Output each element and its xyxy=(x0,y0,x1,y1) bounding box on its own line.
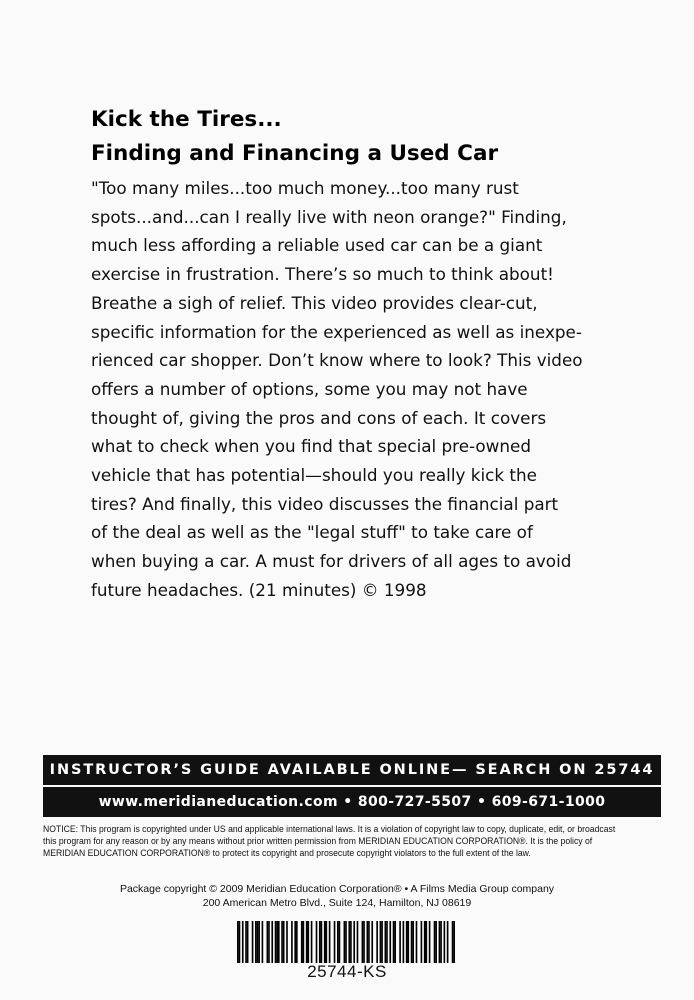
barcode-bar xyxy=(453,921,455,963)
barcode-bar xyxy=(452,921,454,963)
barcode xyxy=(237,921,455,963)
title-line-1: Kick the Tires... xyxy=(91,107,282,132)
description-line: specific information for the experienced as well as inexpe- xyxy=(91,321,582,342)
barcode-bar xyxy=(357,921,359,963)
description-line: Breathe a sigh of relief. This video provides clear-cut, xyxy=(91,292,538,313)
barcode-bar xyxy=(324,921,326,963)
barcode-bar xyxy=(329,921,331,963)
description-line: vehicle that has potential—should you really kick the xyxy=(91,465,537,486)
barcode-bar xyxy=(262,921,264,963)
description-line: spots...and...can I really live with neon orange?" Finding, xyxy=(91,206,567,227)
barcode-bar xyxy=(296,921,298,963)
notice-line: NOTICE: This program is copyrighted under US and applicable international laws. It is a violation of copyright law to copy, duplicate, edit, or broadcast xyxy=(43,824,616,835)
instructor-guide-banner: INSTRUCTOR’S GUIDE AVAILABLE ONLINE— SEARCH ON 25744 xyxy=(43,755,661,785)
contact-banner: www.meridianeducation.com • 800-727-5507 • 609-671-1000 xyxy=(43,787,661,817)
publisher-address: 200 American Metro Blvd., Suite 124, Hamilton, NJ 08619 xyxy=(202,897,472,909)
description-line: of the deal as well as the "legal stuff" to take care of xyxy=(91,522,533,543)
barcode-bar xyxy=(294,921,296,963)
barcode-bar xyxy=(389,921,391,963)
barcode-bar xyxy=(380,921,382,963)
barcode-bar xyxy=(385,921,387,963)
barcode-bar xyxy=(348,921,350,963)
barcode-bar xyxy=(245,921,247,963)
barcode-bar xyxy=(381,921,383,963)
barcode-bar xyxy=(440,921,442,963)
barcode-bar xyxy=(268,921,270,963)
barcode-bar xyxy=(275,921,277,963)
barcode-bar xyxy=(258,921,260,963)
barcode-bar xyxy=(237,921,239,963)
barcode-bar xyxy=(334,921,336,963)
barcode-bar xyxy=(434,921,436,963)
barcode-bar xyxy=(281,921,283,963)
barcode-bar xyxy=(311,921,313,963)
barcode-bar xyxy=(444,921,446,963)
package-copyright: Package copyright © 2009 Meridian Education Corporation® • A Films Media Group company xyxy=(119,883,555,895)
description-line: future headaches. (21 minutes) © 1998 xyxy=(91,579,427,600)
barcode-bar xyxy=(439,921,441,963)
barcode-bar xyxy=(435,921,437,963)
barcode-bar xyxy=(301,921,303,963)
notice-line: MERIDIAN EDUCATION CORPORATION® to protect its copyright and prosecute copyright violators to the full extent of the law. xyxy=(43,848,531,859)
barcode-bar xyxy=(412,921,414,963)
description-line: much less affording a reliable used car can be a giant xyxy=(91,235,543,256)
barcode-bar xyxy=(337,921,339,963)
barcode-bar xyxy=(386,921,388,963)
barcode-bar xyxy=(416,921,418,963)
notice-line: this program for any reason or by any means without prior written permission from MERIDIAN EDUCATION CORPORATION®. It is the policy of xyxy=(43,836,593,847)
barcode-bar xyxy=(344,921,346,963)
description xyxy=(91,174,631,605)
barcode-bar xyxy=(255,921,257,963)
barcode-bar xyxy=(326,921,328,963)
barcode-bar xyxy=(278,921,280,963)
barcode-bar xyxy=(242,921,244,963)
description-line: exercise in frustration. There’s so much to think about! xyxy=(91,264,554,285)
barcode-bar xyxy=(316,921,318,963)
barcode-bar xyxy=(319,921,321,963)
barcode-bar xyxy=(376,921,378,963)
barcode-bar xyxy=(350,921,352,963)
barcode-bar xyxy=(239,921,241,963)
barcode-bar xyxy=(247,921,249,963)
barcode-bar xyxy=(257,921,259,963)
description-line: thought of, giving the pros and cons of each. It covers xyxy=(91,407,547,428)
barcode-bar xyxy=(366,921,368,963)
barcode-bar xyxy=(447,921,449,963)
title-line-2: Finding and Financing a Used Car xyxy=(91,141,499,166)
barcode-bar xyxy=(429,921,431,963)
barcode-bar xyxy=(407,921,409,963)
description-line: "Too many miles...too much money...too many rust xyxy=(91,178,519,198)
barcode-bar xyxy=(321,921,323,963)
description-line: when buying a car. A must for drivers of all ages to avoid xyxy=(91,551,572,572)
barcode-bar xyxy=(276,921,278,963)
copyright-notice xyxy=(43,824,662,860)
barcode-bar xyxy=(283,921,285,963)
barcode-bar xyxy=(424,921,426,963)
barcode-number: 25744-KS xyxy=(307,962,387,981)
barcode-bar xyxy=(362,921,364,963)
barcode-bar xyxy=(303,921,305,963)
barcode-bar xyxy=(252,921,254,963)
title xyxy=(91,103,498,171)
barcode-bar xyxy=(406,921,408,963)
description-line: tires? And finally, this video discusses the financial part xyxy=(91,493,559,514)
barcode-bar xyxy=(267,921,269,963)
barcode-bar xyxy=(345,921,347,963)
barcode-bar xyxy=(286,921,288,963)
barcode-bar xyxy=(421,921,423,963)
barcode-bar xyxy=(291,921,293,963)
barcode-bar xyxy=(411,921,413,963)
barcode-bar xyxy=(353,921,355,963)
barcode-bar xyxy=(368,921,370,963)
description-line: offers a number of options, some you may not have xyxy=(91,378,528,399)
barcode-bar xyxy=(393,921,395,963)
barcode-bar xyxy=(426,921,428,963)
barcode-bar xyxy=(339,921,341,963)
barcode-bar xyxy=(371,921,373,963)
barcode-bar xyxy=(399,921,401,963)
barcode-bar xyxy=(306,921,308,963)
description-line: rienced car shopper. Don’t know where to look? This video xyxy=(91,350,583,371)
barcode-bar xyxy=(394,921,396,963)
description-line: what to check when you find that special pre-owned xyxy=(91,436,531,457)
barcode-bar xyxy=(307,921,309,963)
barcode-bar xyxy=(363,921,365,963)
barcode-bar xyxy=(403,921,405,963)
barcode-bar xyxy=(271,921,273,963)
